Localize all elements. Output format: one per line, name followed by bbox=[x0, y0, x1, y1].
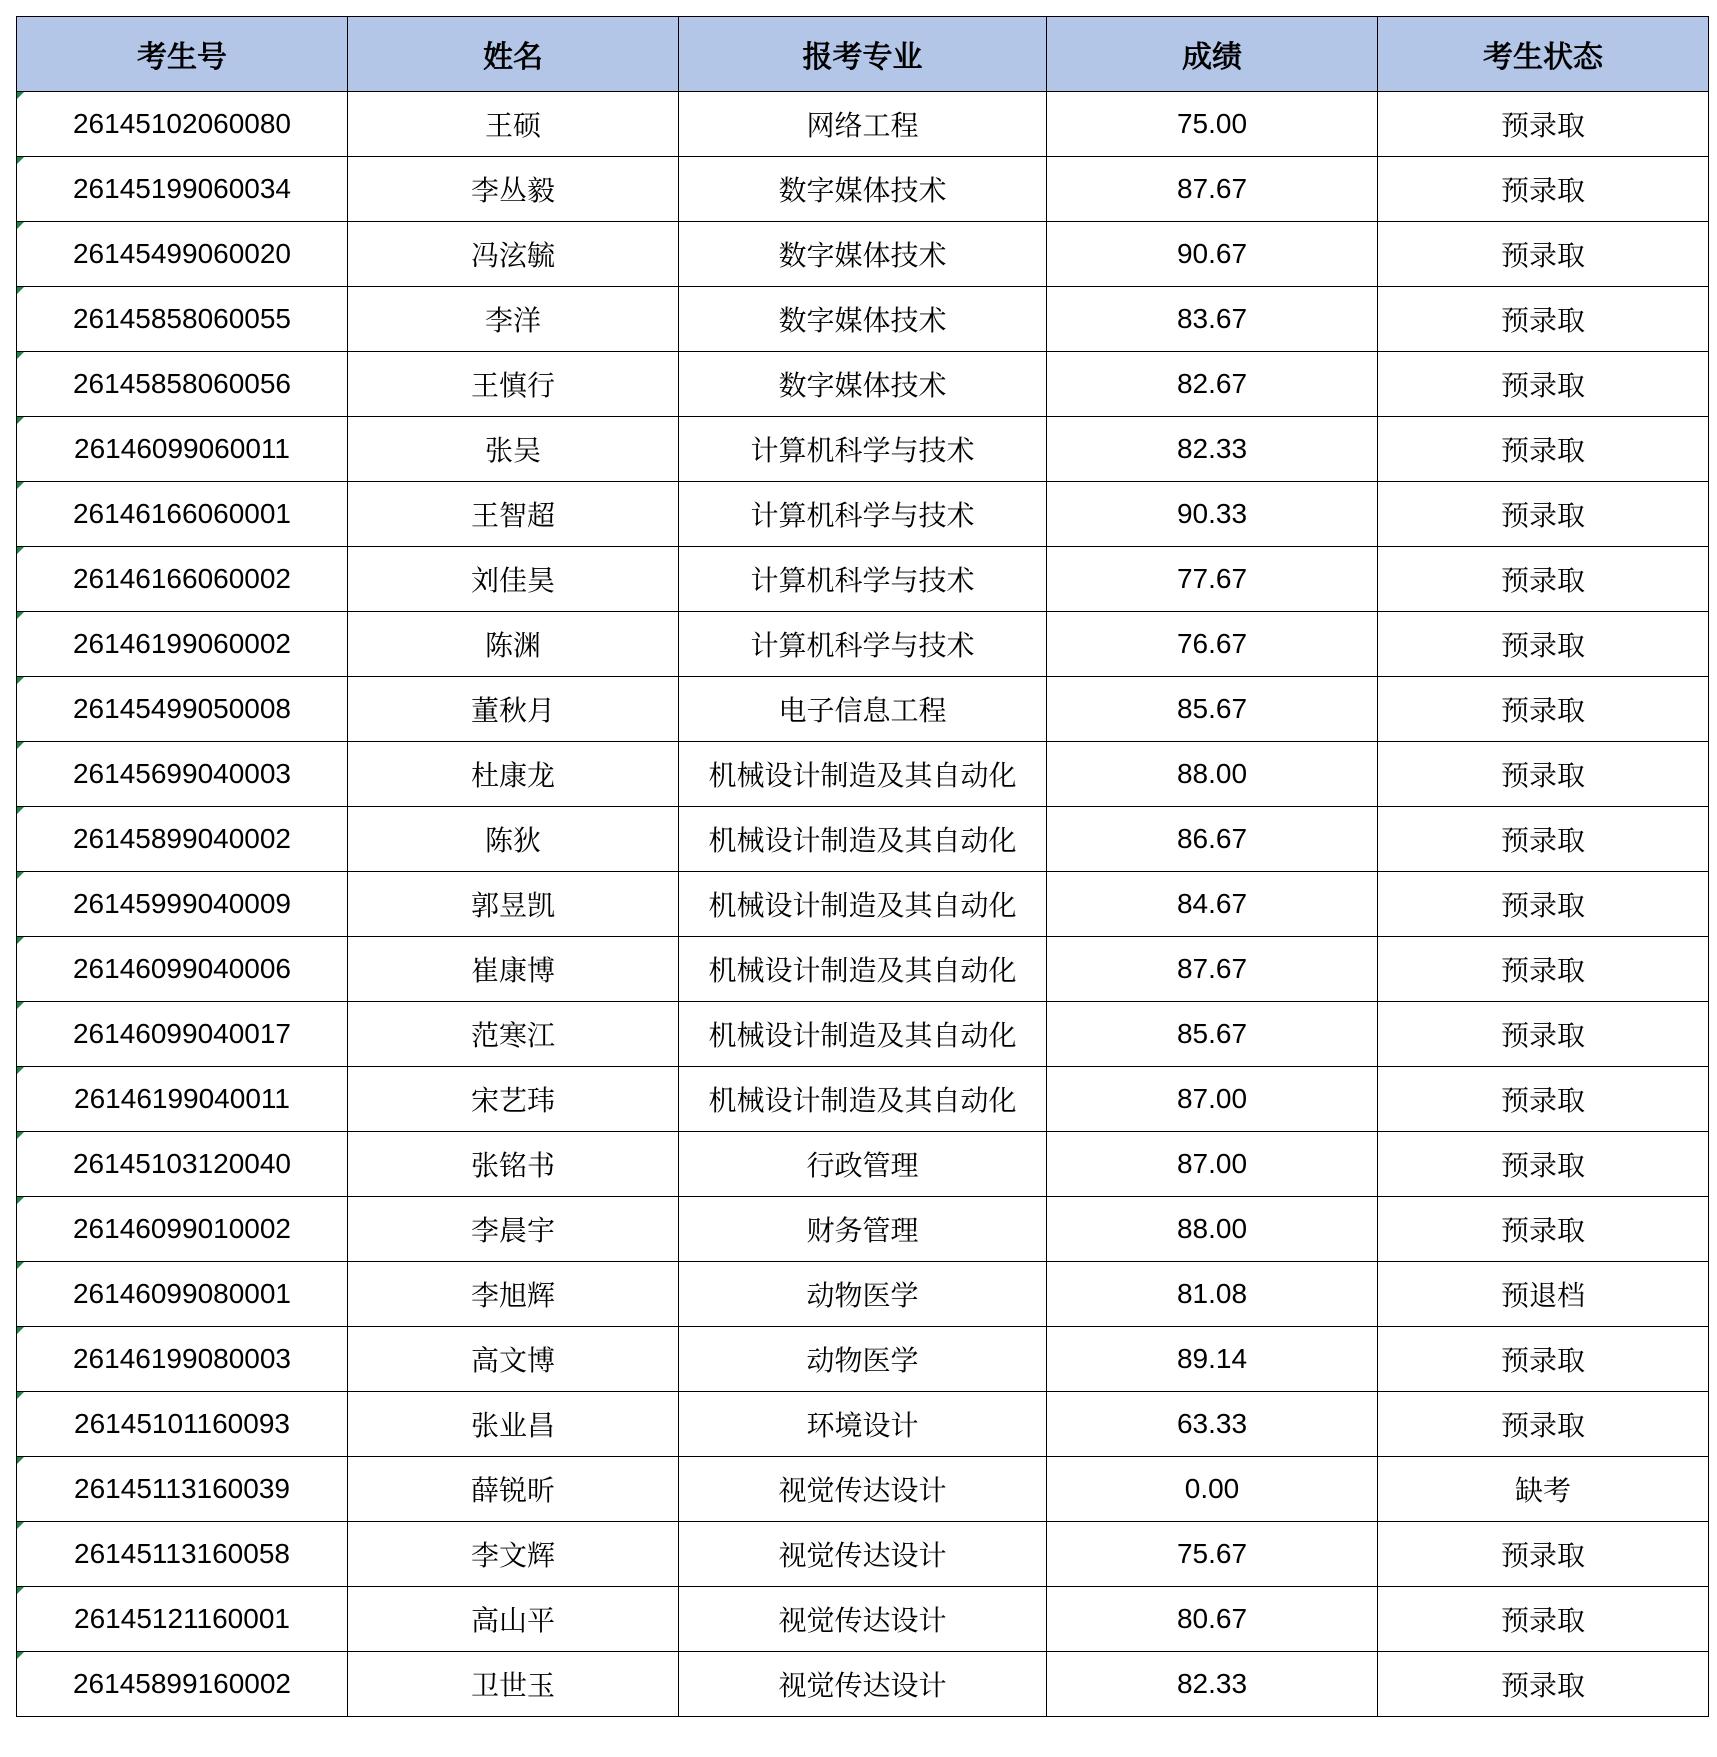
table-row bbox=[17, 1652, 1709, 1717]
status-cell: 预录取 bbox=[1378, 1652, 1709, 1717]
exam-number-cell bbox=[17, 352, 348, 417]
status-cell: 预录取 bbox=[1378, 1392, 1709, 1457]
exam-number-cell bbox=[17, 937, 348, 1002]
exam-number-cell bbox=[17, 1392, 348, 1457]
major-cell: 机械设计制造及其自动化 bbox=[679, 1002, 1047, 1067]
status-cell: 预录取 bbox=[1378, 1587, 1709, 1652]
major-cell: 数字媒体技术 bbox=[679, 352, 1047, 417]
major-cell: 行政管理 bbox=[679, 1132, 1047, 1197]
table-row bbox=[17, 1262, 1709, 1327]
score-cell: 85.67 bbox=[1047, 677, 1378, 742]
major-cell: 财务管理 bbox=[679, 1197, 1047, 1262]
major-cell: 电子信息工程 bbox=[679, 677, 1047, 742]
exam-number-cell bbox=[17, 1132, 348, 1197]
score-cell: 80.67 bbox=[1047, 1587, 1378, 1652]
exam-number-cell bbox=[17, 872, 348, 937]
exam-number-text: 26146166060002 bbox=[72, 563, 291, 594]
score-cell: 88.00 bbox=[1047, 742, 1378, 807]
status-cell: 预录取 bbox=[1378, 1522, 1709, 1587]
name-cell: 李文辉 bbox=[348, 1522, 679, 1587]
exam-number-text: 26146099060011 bbox=[74, 433, 290, 464]
major-cell: 机械设计制造及其自动化 bbox=[679, 1067, 1047, 1132]
number-stored-as-text-marker-icon bbox=[17, 547, 24, 554]
name-cell: 刘佳昊 bbox=[348, 547, 679, 612]
major-cell: 视觉传达设计 bbox=[679, 1587, 1047, 1652]
number-stored-as-text-marker-icon bbox=[17, 1067, 24, 1074]
name-cell: 范寒江 bbox=[348, 1002, 679, 1067]
exam-number-text: 26146099040017 bbox=[72, 1018, 291, 1049]
table-header bbox=[17, 17, 1709, 92]
number-stored-as-text-marker-icon bbox=[17, 1522, 24, 1529]
major-cell: 数字媒体技术 bbox=[679, 287, 1047, 352]
major-cell: 数字媒体技术 bbox=[679, 157, 1047, 222]
status-cell: 预录取 bbox=[1378, 157, 1709, 222]
exam-number-cell bbox=[17, 1067, 348, 1132]
exam-number-text: 26145499050008 bbox=[72, 693, 291, 724]
name-cell: 张吴 bbox=[348, 417, 679, 482]
status-cell: 预录取 bbox=[1378, 287, 1709, 352]
major-cell: 机械设计制造及其自动化 bbox=[679, 937, 1047, 1002]
name-cell: 陈狄 bbox=[348, 807, 679, 872]
number-stored-as-text-marker-icon bbox=[17, 807, 24, 814]
table-row bbox=[17, 547, 1709, 612]
exam-number-cell bbox=[17, 417, 348, 482]
exam-number-cell bbox=[17, 1002, 348, 1067]
score-cell: 88.00 bbox=[1047, 1197, 1378, 1262]
exam-number-text: 26145858060056 bbox=[72, 368, 291, 399]
table-body bbox=[17, 92, 1709, 1717]
table-row bbox=[17, 287, 1709, 352]
score-cell: 90.33 bbox=[1047, 482, 1378, 547]
exam-number-cell bbox=[17, 92, 348, 157]
header-row bbox=[17, 17, 1709, 92]
name-cell: 郭昱凯 bbox=[348, 872, 679, 937]
score-cell: 86.67 bbox=[1047, 807, 1378, 872]
table-row bbox=[17, 807, 1709, 872]
major-cell: 机械设计制造及其自动化 bbox=[679, 742, 1047, 807]
number-stored-as-text-marker-icon bbox=[17, 352, 24, 359]
table-row bbox=[17, 677, 1709, 742]
status-cell: 预录取 bbox=[1378, 1002, 1709, 1067]
score-cell: 87.67 bbox=[1047, 937, 1378, 1002]
table-row bbox=[17, 1067, 1709, 1132]
score-cell: 85.67 bbox=[1047, 1002, 1378, 1067]
table-row bbox=[17, 1327, 1709, 1392]
exam-number-text: 26145899040002 bbox=[72, 823, 291, 854]
score-cell: 77.67 bbox=[1047, 547, 1378, 612]
exam-number-cell bbox=[17, 482, 348, 547]
exam-number-cell bbox=[17, 1587, 348, 1652]
table-row bbox=[17, 742, 1709, 807]
number-stored-as-text-marker-icon bbox=[17, 1652, 24, 1659]
exam-number-text: 26145113160058 bbox=[74, 1538, 290, 1569]
number-stored-as-text-marker-icon bbox=[17, 1132, 24, 1139]
exam-number-cell bbox=[17, 1262, 348, 1327]
header-score: 成绩 bbox=[1047, 17, 1378, 92]
score-cell: 87.67 bbox=[1047, 157, 1378, 222]
table-row bbox=[17, 222, 1709, 287]
status-cell: 预录取 bbox=[1378, 807, 1709, 872]
major-cell: 环境设计 bbox=[679, 1392, 1047, 1457]
name-cell: 杜康龙 bbox=[348, 742, 679, 807]
exam-number-text: 26145101160093 bbox=[74, 1408, 290, 1439]
name-cell: 李晨宇 bbox=[348, 1197, 679, 1262]
status-cell: 预录取 bbox=[1378, 1132, 1709, 1197]
status-cell: 预录取 bbox=[1378, 482, 1709, 547]
major-cell: 计算机科学与技术 bbox=[679, 482, 1047, 547]
exam-number-cell bbox=[17, 1197, 348, 1262]
score-cell: 89.14 bbox=[1047, 1327, 1378, 1392]
exam-number-text: 26146199080003 bbox=[72, 1343, 291, 1374]
table-row bbox=[17, 1587, 1709, 1652]
major-cell: 视觉传达设计 bbox=[679, 1457, 1047, 1522]
name-cell: 李洋 bbox=[348, 287, 679, 352]
name-cell: 张业昌 bbox=[348, 1392, 679, 1457]
score-cell: 87.00 bbox=[1047, 1132, 1378, 1197]
major-cell: 计算机科学与技术 bbox=[679, 612, 1047, 677]
major-cell: 网络工程 bbox=[679, 92, 1047, 157]
score-cell: 82.33 bbox=[1047, 417, 1378, 482]
name-cell: 高文博 bbox=[348, 1327, 679, 1392]
table-row bbox=[17, 482, 1709, 547]
table-row bbox=[17, 1002, 1709, 1067]
name-cell: 王智超 bbox=[348, 482, 679, 547]
name-cell: 崔康博 bbox=[348, 937, 679, 1002]
table-row bbox=[17, 417, 1709, 482]
major-cell: 计算机科学与技术 bbox=[679, 417, 1047, 482]
score-cell: 83.67 bbox=[1047, 287, 1378, 352]
status-cell: 预录取 bbox=[1378, 872, 1709, 937]
status-cell: 预录取 bbox=[1378, 222, 1709, 287]
exam-number-cell bbox=[17, 807, 348, 872]
major-cell: 视觉传达设计 bbox=[679, 1652, 1047, 1717]
exam-number-cell bbox=[17, 547, 348, 612]
admission-results-table bbox=[16, 16, 1709, 1717]
number-stored-as-text-marker-icon bbox=[17, 872, 24, 879]
score-cell: 63.33 bbox=[1047, 1392, 1378, 1457]
number-stored-as-text-marker-icon bbox=[17, 157, 24, 164]
name-cell: 李丛毅 bbox=[348, 157, 679, 222]
exam-number-text: 26146166060001 bbox=[72, 498, 291, 529]
score-cell: 87.00 bbox=[1047, 1067, 1378, 1132]
status-cell: 预录取 bbox=[1378, 417, 1709, 482]
number-stored-as-text-marker-icon bbox=[17, 1197, 24, 1204]
status-cell: 预录取 bbox=[1378, 742, 1709, 807]
major-cell: 机械设计制造及其自动化 bbox=[679, 872, 1047, 937]
name-cell: 董秋月 bbox=[348, 677, 679, 742]
score-cell: 82.67 bbox=[1047, 352, 1378, 417]
score-cell: 84.67 bbox=[1047, 872, 1378, 937]
score-cell: 82.33 bbox=[1047, 1652, 1378, 1717]
header-name: 姓名 bbox=[348, 17, 679, 92]
score-cell: 90.67 bbox=[1047, 222, 1378, 287]
exam-number-text: 26146099080001 bbox=[72, 1278, 291, 1309]
number-stored-as-text-marker-icon bbox=[17, 1457, 24, 1464]
exam-number-cell bbox=[17, 157, 348, 222]
exam-number-cell bbox=[17, 1522, 348, 1587]
name-cell: 李旭辉 bbox=[348, 1262, 679, 1327]
major-cell: 数字媒体技术 bbox=[679, 222, 1047, 287]
table-row bbox=[17, 352, 1709, 417]
number-stored-as-text-marker-icon bbox=[17, 92, 24, 99]
name-cell: 高山平 bbox=[348, 1587, 679, 1652]
table-row bbox=[17, 92, 1709, 157]
header-status: 考生状态 bbox=[1378, 17, 1709, 92]
number-stored-as-text-marker-icon bbox=[17, 1262, 24, 1269]
name-cell: 陈渊 bbox=[348, 612, 679, 677]
status-cell: 缺考 bbox=[1378, 1457, 1709, 1522]
number-stored-as-text-marker-icon bbox=[17, 482, 24, 489]
number-stored-as-text-marker-icon bbox=[17, 1392, 24, 1399]
number-stored-as-text-marker-icon bbox=[17, 222, 24, 229]
exam-number-cell bbox=[17, 677, 348, 742]
exam-number-text: 26145699040003 bbox=[72, 758, 291, 789]
exam-number-text: 26145121160001 bbox=[74, 1603, 290, 1634]
exam-number-cell bbox=[17, 287, 348, 352]
score-cell: 81.08 bbox=[1047, 1262, 1378, 1327]
number-stored-as-text-marker-icon bbox=[17, 1002, 24, 1009]
table-row bbox=[17, 1457, 1709, 1522]
number-stored-as-text-marker-icon bbox=[17, 612, 24, 619]
table-row bbox=[17, 937, 1709, 1002]
exam-number-text: 26145499060020 bbox=[72, 238, 291, 269]
exam-number-cell bbox=[17, 612, 348, 677]
number-stored-as-text-marker-icon bbox=[17, 287, 24, 294]
table-row bbox=[17, 1132, 1709, 1197]
number-stored-as-text-marker-icon bbox=[17, 677, 24, 684]
exam-number-text: 26145103120040 bbox=[72, 1148, 291, 1179]
number-stored-as-text-marker-icon bbox=[17, 417, 24, 424]
table-row bbox=[17, 1392, 1709, 1457]
table-row bbox=[17, 1522, 1709, 1587]
major-cell: 动物医学 bbox=[679, 1262, 1047, 1327]
exam-number-cell bbox=[17, 742, 348, 807]
exam-number-cell bbox=[17, 1327, 348, 1392]
exam-number-cell bbox=[17, 1457, 348, 1522]
score-cell: 0.00 bbox=[1047, 1457, 1378, 1522]
major-cell: 动物医学 bbox=[679, 1327, 1047, 1392]
name-cell: 卫世玉 bbox=[348, 1652, 679, 1717]
table-row bbox=[17, 612, 1709, 677]
score-cell: 75.67 bbox=[1047, 1522, 1378, 1587]
name-cell: 冯泫毓 bbox=[348, 222, 679, 287]
exam-number-text: 26146199060002 bbox=[72, 628, 291, 659]
exam-number-text: 26145899160002 bbox=[72, 1668, 291, 1699]
exam-number-text: 26145199060034 bbox=[72, 173, 291, 204]
table-row bbox=[17, 872, 1709, 937]
major-cell: 机械设计制造及其自动化 bbox=[679, 807, 1047, 872]
score-cell: 75.00 bbox=[1047, 92, 1378, 157]
number-stored-as-text-marker-icon bbox=[17, 937, 24, 944]
status-cell: 预录取 bbox=[1378, 1197, 1709, 1262]
name-cell: 宋艺玮 bbox=[348, 1067, 679, 1132]
score-cell: 76.67 bbox=[1047, 612, 1378, 677]
number-stored-as-text-marker-icon bbox=[17, 1587, 24, 1594]
major-cell: 计算机科学与技术 bbox=[679, 547, 1047, 612]
table-row bbox=[17, 1197, 1709, 1262]
exam-number-text: 26146099040006 bbox=[72, 953, 291, 984]
status-cell: 预录取 bbox=[1378, 1327, 1709, 1392]
exam-number-text: 26145858060055 bbox=[72, 303, 291, 334]
exam-number-text: 26145102060080 bbox=[72, 108, 291, 139]
status-cell: 预录取 bbox=[1378, 937, 1709, 1002]
name-cell: 薛锐昕 bbox=[348, 1457, 679, 1522]
status-cell: 预录取 bbox=[1378, 547, 1709, 612]
major-cell: 视觉传达设计 bbox=[679, 1522, 1047, 1587]
table-row bbox=[17, 157, 1709, 222]
exam-number-cell bbox=[17, 1652, 348, 1717]
exam-number-text: 26145113160039 bbox=[74, 1473, 290, 1504]
status-cell: 预录取 bbox=[1378, 612, 1709, 677]
exam-number-text: 26146199040011 bbox=[74, 1083, 290, 1114]
exam-number-text: 26146099010002 bbox=[72, 1213, 291, 1244]
name-cell: 王慎行 bbox=[348, 352, 679, 417]
status-cell: 预录取 bbox=[1378, 1067, 1709, 1132]
number-stored-as-text-marker-icon bbox=[17, 742, 24, 749]
exam-number-text: 26145999040009 bbox=[72, 888, 291, 919]
exam-number-cell bbox=[17, 222, 348, 287]
header-major: 报考专业 bbox=[679, 17, 1047, 92]
status-cell: 预退档 bbox=[1378, 1262, 1709, 1327]
number-stored-as-text-marker-icon bbox=[17, 1327, 24, 1334]
name-cell: 王硕 bbox=[348, 92, 679, 157]
header-exam-number: 考生号 bbox=[17, 17, 348, 92]
status-cell: 预录取 bbox=[1378, 352, 1709, 417]
name-cell: 张铭书 bbox=[348, 1132, 679, 1197]
status-cell: 预录取 bbox=[1378, 92, 1709, 157]
status-cell: 预录取 bbox=[1378, 677, 1709, 742]
